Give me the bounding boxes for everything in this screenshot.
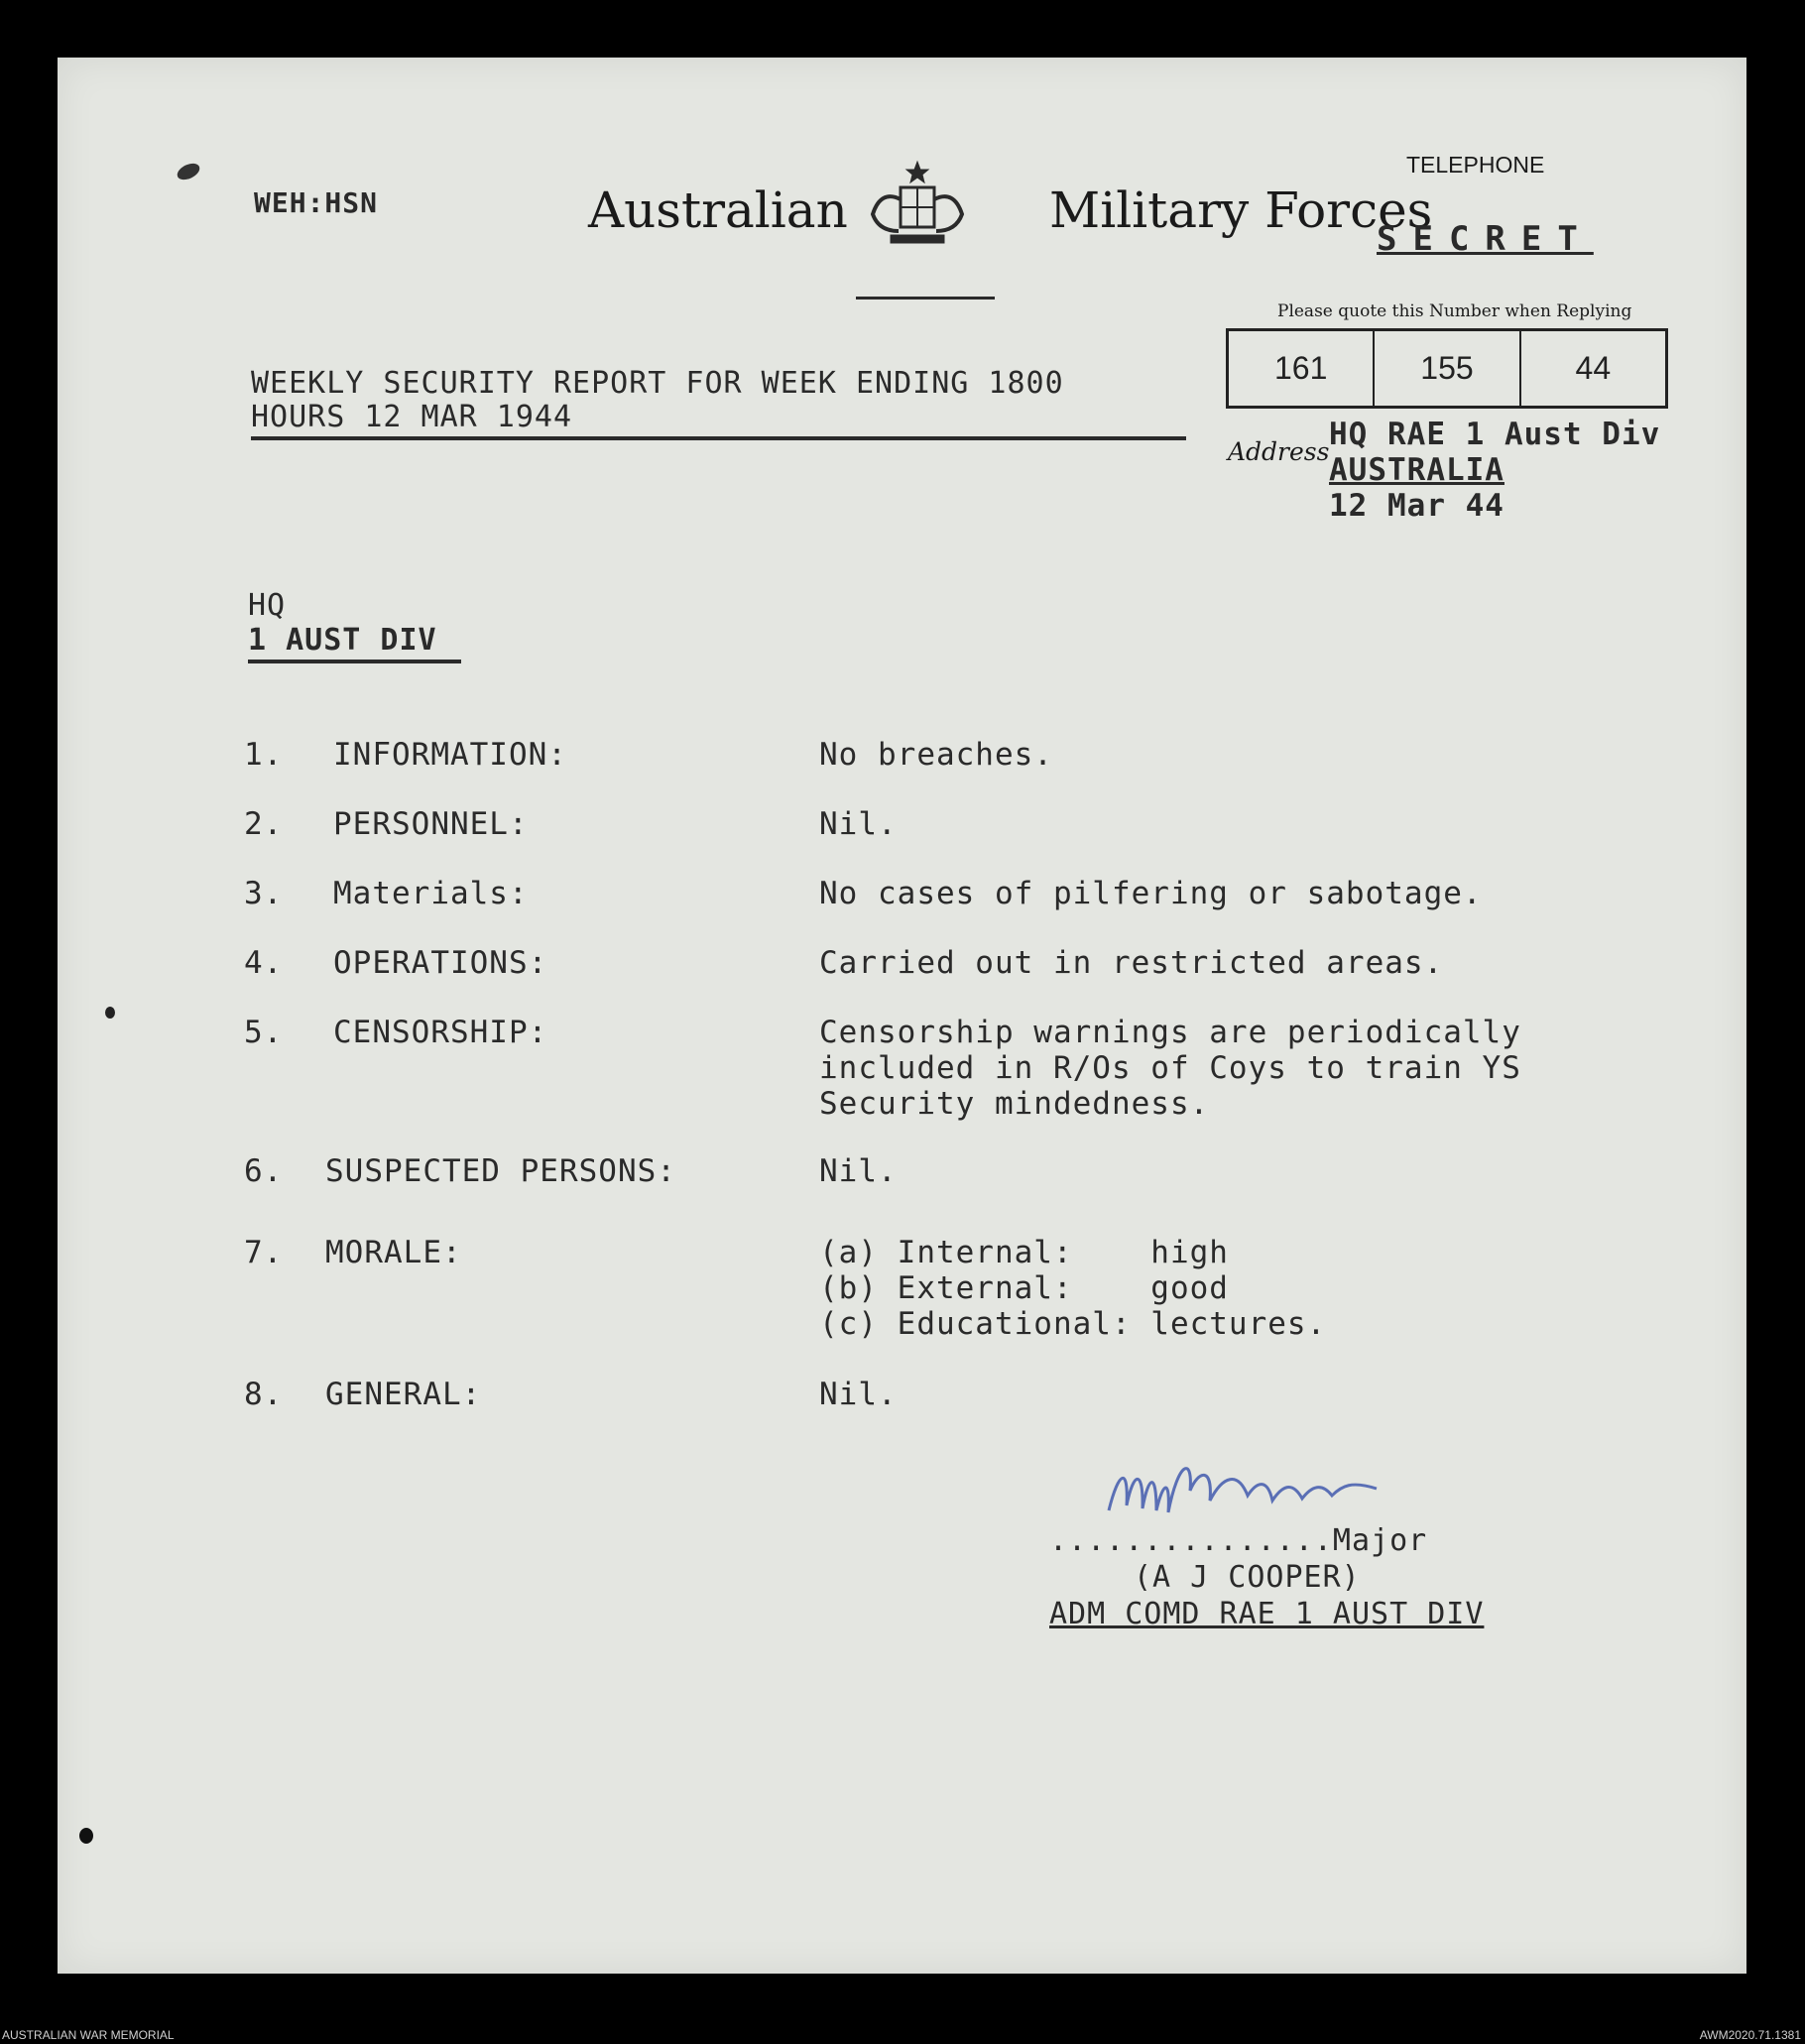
item-number: 7. — [244, 1235, 284, 1270]
address-line: AUSTRALIA — [1329, 452, 1504, 488]
item-text: (c) Educational: lectures. — [819, 1306, 1327, 1342]
item-text: Nil. — [819, 1153, 898, 1189]
item-text: Nil. — [819, 1377, 898, 1412]
item-label: Materials: — [333, 876, 529, 911]
item-label: PERSONNEL: — [333, 806, 529, 842]
classification-stamp: SECRET — [1377, 219, 1594, 259]
item-text: (b) External: good — [819, 1270, 1229, 1306]
item-text: No cases of pilfering or sabotage. — [819, 876, 1483, 911]
item-label: INFORMATION: — [333, 737, 567, 773]
item-text: included in R/Os of Coys to train YS — [819, 1050, 1521, 1086]
item-number: 8. — [244, 1377, 284, 1412]
reference-number-box — [1226, 328, 1668, 409]
letterhead-rule — [856, 297, 995, 300]
reference-number: 155 — [1373, 331, 1518, 406]
punch-mark — [175, 161, 202, 183]
letterhead-left: Australian — [588, 181, 848, 239]
item-text: Security mindedness. — [819, 1086, 1210, 1122]
signatory-appointment: ADM COMD RAE 1 AUST DIV — [1049, 1597, 1485, 1631]
item-text: No breaches. — [819, 737, 1053, 773]
punch-mark — [105, 1007, 115, 1019]
reference-number: 44 — [1519, 331, 1665, 406]
item-text: Carried out in restricted areas. — [819, 945, 1444, 981]
item-label: CENSORSHIP: — [333, 1015, 548, 1050]
telephone-label: TELEPHONE — [1406, 152, 1545, 178]
item-number: 5. — [244, 1015, 284, 1050]
item-text: Censorship warnings are periodically — [819, 1015, 1521, 1050]
item-label: SUSPECTED PERSONS: — [325, 1153, 676, 1189]
item-text: (a) Internal: high — [819, 1235, 1229, 1270]
item-number: 4. — [244, 945, 284, 981]
subject-line: HOURS 12 MAR 1944 — [251, 400, 1186, 440]
item-number: 2. — [244, 806, 284, 842]
footer-credit: AUSTRALIAN WAR MEMORIAL — [2, 2028, 175, 2042]
recipient-unit: 1 AUST DIV — [248, 623, 461, 663]
coat-of-arms-icon — [861, 160, 975, 254]
recipient-line: HQ — [248, 588, 287, 623]
signatory-name: (A J COOPER) — [1134, 1560, 1361, 1595]
address-date: 12 Mar 44 — [1329, 488, 1504, 524]
reference-number: 161 — [1273, 350, 1328, 386]
footer-accession: AWM2020.71.1381 — [1699, 2028, 1801, 2042]
signature-rank-line: ...............Major — [1049, 1523, 1428, 1558]
address-label: Address — [1228, 437, 1330, 466]
reference-code: WEH:HSN — [254, 186, 379, 219]
punch-mark — [79, 1828, 93, 1844]
item-text: Nil. — [819, 806, 898, 842]
address-line: HQ RAE 1 Aust Div — [1329, 417, 1661, 452]
item-number: 1. — [244, 737, 284, 773]
document-page — [58, 58, 1746, 1974]
item-label: OPERATIONS: — [333, 945, 548, 981]
letterhead-right: Military Forces — [1049, 181, 1433, 239]
subject-line: WEEKLY SECURITY REPORT FOR WEEK ENDING 1800 — [251, 366, 1064, 401]
item-label: MORALE: — [325, 1235, 462, 1270]
item-number: 6. — [244, 1153, 284, 1189]
item-number: 3. — [244, 876, 284, 911]
quote-note: Please quote this Number when Replying — [1277, 301, 1632, 321]
item-label: GENERAL: — [325, 1377, 482, 1412]
